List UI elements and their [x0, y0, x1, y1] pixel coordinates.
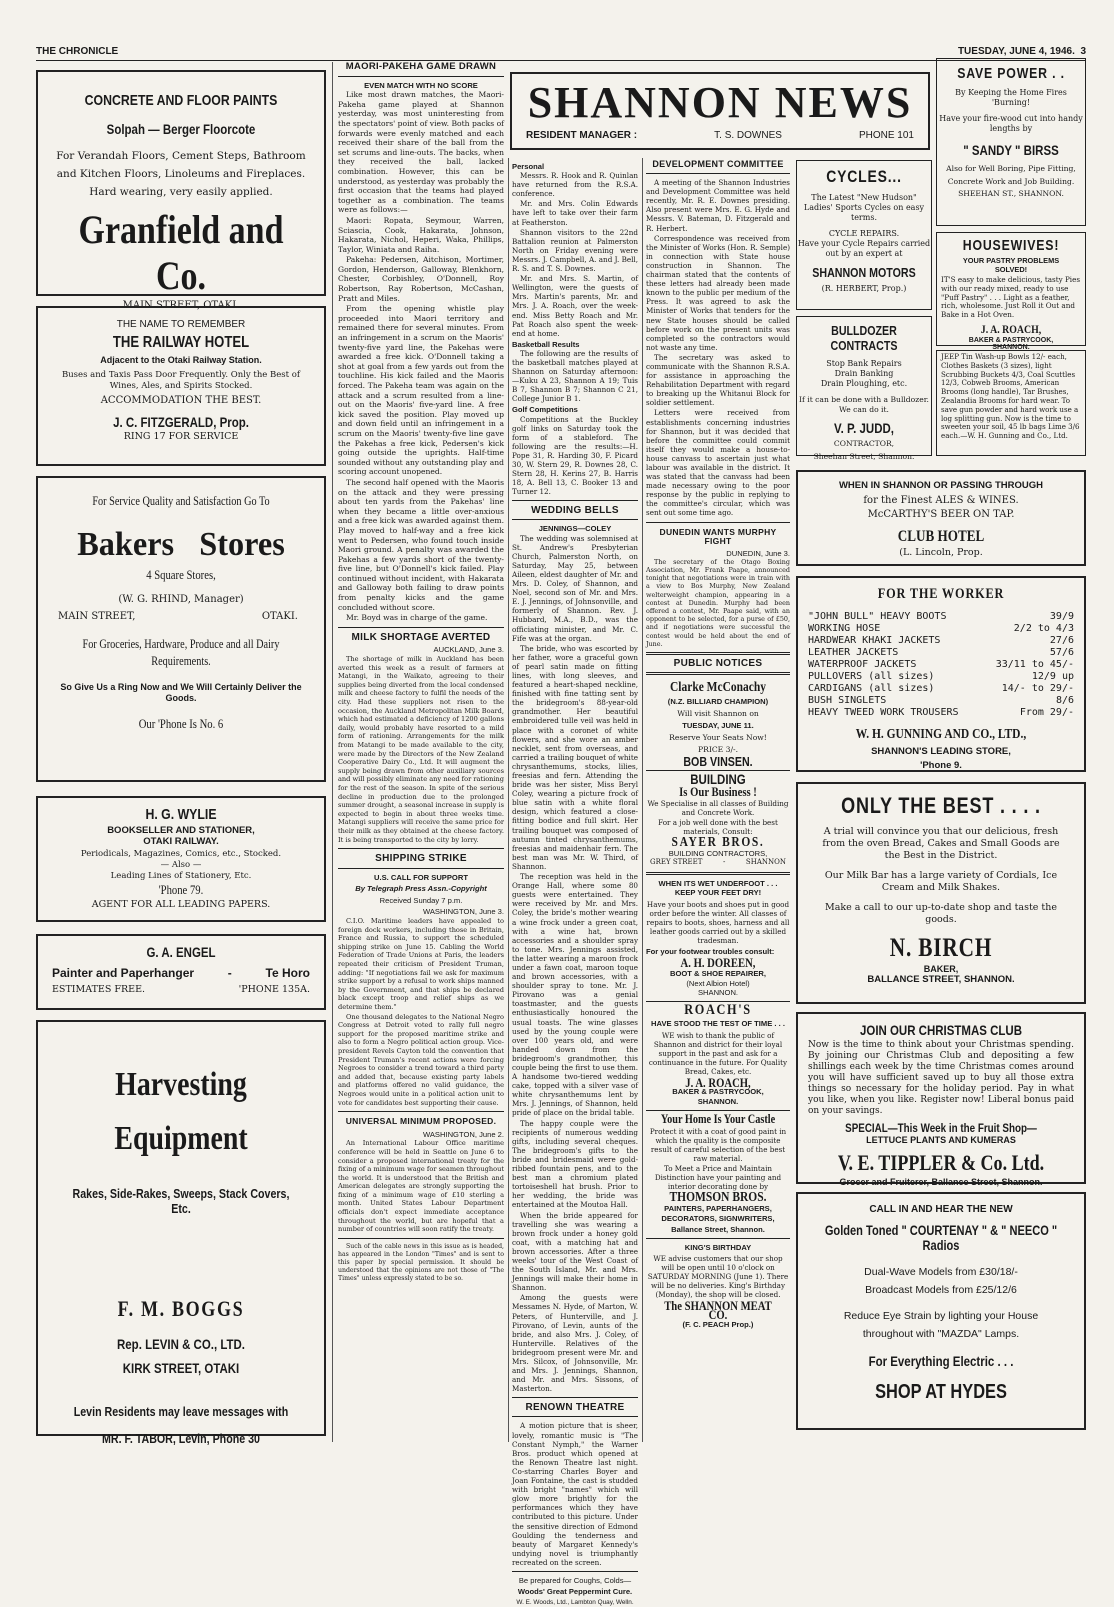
cycles-heading: CYCLES...: [826, 167, 902, 186]
birch-para-2: Our Milk Bar has a large variety of Cordials, Ice Cream and Milk Shakes.: [824, 870, 1058, 893]
meat-heading: KING'S BIRTHDAY: [684, 1242, 752, 1252]
boggs-ad: [36, 1020, 326, 1446]
rugby-para-1: Like most drawn matches, the Maori-Pakeha game played at Shannon yesterday, was most uninteresting from the spectators' point of view. Both packs of forwards were evenly matched and each received their share of the ball from the set scrums and line-outs. The backs, when they received the ball, lacked combination. However, this can be understood, as yesterday was probably the first occasion that the teams had played together as a combination. The teams were as follows:—: [338, 90, 504, 215]
meat-prop: (F. C. PEACH Prop.): [682, 1319, 754, 1329]
worker-price-row: [808, 683, 1074, 695]
news-column-2: [338, 62, 504, 1444]
wedding-para-5: When the bride appeared for travelling she was wearing a brown frock under a honey gold coat, with a matching hat and brown accessories. After a three weeks' tour of the West Coast of the South Island, Mr. and Mrs. Jennings will make their home in Shannon.: [512, 1210, 638, 1293]
mcconachy-contact: BOB VINSEN.: [683, 753, 753, 769]
wylie-name: H. G. WYLIE: [145, 806, 217, 823]
personal-para-2: Mr. and Mrs. Colin Edwards have left to take over their farm at Featherston.: [512, 199, 638, 227]
worker-item-name: PULLOVERS (all sizes): [808, 671, 935, 682]
worker-item-price: 12/9 up: [1031, 671, 1074, 682]
club-prop: (L. Lincoln, Prop.: [899, 547, 983, 558]
worker-item-price: 27/6: [1049, 635, 1074, 646]
golf-heading: Golf Competitions: [512, 405, 578, 415]
development-headline: DEVELOPMENT COMMITTEE: [652, 159, 784, 169]
birch-name: N. BIRCH: [889, 933, 993, 962]
housewives-name: J. A. ROACH,: [980, 321, 1042, 336]
rugby-para-6: Mr. Boyd was in charge of the game.: [346, 613, 488, 623]
worker-price-list: [808, 611, 1074, 719]
basketball-para: The following are the results of the basketball matches played at Shannon on Saturday afternoon:—Kuku A 23, Shannon A 19; Tuis B 7, Shannon B 7; Shannon C 21, College Junior B 1.: [512, 348, 638, 404]
boggs-heading-1: Harvesting: [115, 1066, 247, 1103]
development-para-4: Letters were received from establishments concerning industries for Shannon, but it was decided that before the committee could commit itself they would make a house-to-house canvass to ascertain just what labour was available in the district. It was stated that the canvass had been made necessary owing to the poor response by the public in replying to the committee's circular, which was sent out some time ago.: [646, 408, 790, 518]
club-line-2: for the Finest ALES & WINES.: [863, 495, 1019, 506]
birss-line-1: By Keeping the Home Fires 'Burning!: [955, 88, 1067, 107]
doreen-town: SHANNON.: [697, 987, 739, 997]
worker-item-name: WORKING HOSE: [808, 623, 881, 634]
bakers-phone: Our 'Phone Is No. 6: [138, 716, 224, 731]
wylie-agent: AGENT FOR ALL LEADING PAPERS.: [91, 899, 271, 910]
worker-heading: FOR THE WORKER: [877, 586, 1005, 602]
basketball-heading: Basketball Results: [512, 339, 580, 349]
club-hotel-ad: [796, 470, 1086, 566]
granfield-heading: CONCRETE AND FLOOR PAINTS: [84, 92, 278, 109]
worker-item-price: 2/2 to 4/3: [1013, 623, 1074, 634]
rugby-para-3: Pakeha: Pedersen, Aitchison, Mortimer, Gordon, Henderson, Galloway, Blenkhorn, Chester, Corbishley, O'Donnell, Roy Robertson, Ray Robertson, McCashan, Pratt and Miles.: [338, 255, 504, 303]
wylie-ad: [36, 796, 326, 922]
worker-item-name: CARDIGANS (all sizes): [808, 683, 935, 694]
roach-trade: BAKER & PASTRYCOOK,: [672, 1087, 764, 1097]
shannon-news-title: SHANNON NEWS: [527, 78, 913, 127]
birss-line-4: Concrete Work and Job Building.: [947, 176, 1075, 186]
worker-item-name: LEATHER JACKETS: [808, 647, 899, 658]
development-para-3: The secretary was asked to communicate with the Shannon R.S.A. for assistance in approaching the Rehabilitation Department with regard to breaking up the Whitanui Block for soldier settlement.: [646, 352, 790, 408]
issue-date: TUESDAY, JUNE 4, 1946.: [957, 46, 1075, 57]
birch-para-3: Make a call to our up-to-date shop and taste the goods.: [825, 902, 1057, 925]
worker-tagline: SHANNON'S LEADING STORE,: [871, 746, 1011, 757]
engel-town: Te Horo: [265, 966, 310, 980]
column-rule: [508, 158, 509, 1442]
sayer-street: GREY STREET: [650, 858, 703, 867]
wedding-subhead: JENNINGS—COLEY: [538, 524, 612, 534]
judd-street: Sheehan Street, Shannon.: [813, 451, 915, 461]
granfield-name: Granfield and Co.: [78, 207, 284, 298]
sayer-trade: BUILDING CONTRACTORS,: [668, 849, 768, 859]
milk-headline: MILK SHORTAGE AVERTED: [351, 631, 491, 643]
shipping-para-2: One thousand delegates to the National Negro Congress at Detroit voted to rally full negro support for the proposed maritime strike and also to form a Negro political action group. Vice-president Revels Cayton told the convention that President Truman's recent actions were forcing Negroes to consider a trend toward a third party and added that, because existing party labels and platforms offered no valid guidance, the Negroes would unite in a political action unit to vote for candidates best supporting their cause.: [338, 1012, 504, 1107]
housewives-heading: HOUSEWIVES!: [962, 237, 1060, 254]
hydes-ad: [796, 1192, 1086, 1430]
mcconachy-date: TUESDAY, JUNE 11.: [682, 721, 754, 731]
resident-manager-label: RESIDENT MANAGER :: [526, 130, 638, 141]
roach-heading: HAVE STOOD THE TEST OF TIME . . .: [651, 1018, 785, 1028]
wylie-place: OTAKI RAILWAY.: [143, 836, 219, 847]
development-para-2: Correspondence was received from the Minister of Works (Hon. R. Semple) in connection with State house construction in Shannon. The chairman stated that the contents of these letters had already been made known to the public per medium of the Press. It was agreed to ask the Minister of Works that tenders for the new State houses should be called before work on the present units was completed so the contractors would not waste any time.: [646, 233, 790, 352]
news-column-4: [646, 160, 790, 1444]
railway-line-2: Wines, Ales, and Spirits Stocked.: [109, 381, 253, 391]
development-para-1: A meeting of the Shannon Industries and Development Committee was held recently, Mr. R. E. Downes presiding. Also present were Mrs. E. G. Hyde and Messrs. V. Bateman, D. Fitzgerald and R. Herbert.: [646, 178, 790, 233]
bakers-ring: So Give Us a Ring Now and We Will Certainly Deliver the Goods.: [60, 682, 302, 703]
tippler-name: V. E. TIPPLER & Co. Ltd.: [837, 1150, 1045, 1175]
sayer-town: SHANNON: [745, 858, 786, 867]
worker-price-row: [808, 671, 1074, 683]
doreen-notice: [646, 879, 790, 997]
shipping-dateline: WASHINGTON, June 3.: [422, 907, 504, 917]
rugby-para-2: Maori: Ropata, Seymour, Warren, Sciascia, Cook, Hakarata, Johnson, Hakarata, Nichol, Heperi, Waka, Phillips, Taylor, Winiata and Raiha.: [338, 215, 504, 254]
worker-price-row: [808, 647, 1074, 659]
birch-heading: ONLY THE BEST . . . .: [841, 793, 1041, 818]
bakers-name: Bakers Stores: [77, 526, 285, 563]
doreen-name: A. H. DOREEN,: [680, 955, 756, 971]
hydes-line-3: Reduce Eye Strain by lighting your House: [843, 1310, 1039, 1322]
murphy-dateline: DUNEDIN, June 3.: [726, 548, 790, 558]
rugby-para-5: The second half opened with the Maoris on the attack and they were pressing about ten yards from the Pakehas' line when they became a little over-anxious and a free kick was awarded against them. Play moved to half-way and a free kick went to Pedersen, who found touch inside Maori ground. A penalty was awarded the Pakehas a few yards short of the twenty-five line, but O'Donnell's kick failed. Play continued without incident, with Hakarata and Galloway both failing to draw points from penalty kicks and the game concluded without score.: [338, 477, 504, 612]
personal-heading: Personal: [512, 162, 545, 171]
cycles-ad: [796, 160, 932, 310]
meat-para: WE advise customers that our shop will be open until 10 o'clock on SATURDAY MORNING (June 1). There will be no deliveries. King's Birthday (Monday), the shop will be closed.: [647, 1253, 789, 1300]
woods-line-1: Be prepared for Coughs, Colds—: [518, 1575, 632, 1585]
times-note: Such of the cable news in this issue as is headed, has appeared in the London "Times" and is sent to this paper by special permission. It should be understood that the opinions are not those of "The Times" unless expressly stated to be so.: [338, 1242, 504, 1282]
boggs-tabor: MR. F. TABOR, Levin, Phone 30: [102, 1431, 260, 1446]
hydes-line-5: For Everything Electric . . .: [868, 1353, 1014, 1369]
hydes-line-1: Dual-Wave Models from £30/18/-: [864, 1266, 1018, 1278]
mcconachy-notice: [646, 679, 790, 769]
wylie-phone: 'Phone 79.: [158, 882, 204, 897]
boggs-rep: Rep. LEVIN & CO., LTD.: [117, 1336, 245, 1352]
meat-name: The SHANNON MEAT CO.: [664, 1298, 772, 1323]
paper-name: THE CHRONICLE: [36, 46, 119, 57]
judd-name: V. P. JUDD,: [834, 420, 894, 437]
hydes-line-2: Broadcast Models from £25/12/6: [865, 1284, 1017, 1296]
tippler-special: SPECIAL—This Week in the Fruit Shop—: [845, 1121, 1037, 1135]
granfield-address: MAIN STREET, OTAKI.: [122, 300, 240, 311]
meat-co-notice: [646, 1243, 790, 1329]
mcconachy-seats: Reserve Your Seats Now!: [669, 733, 767, 743]
bakers-groceries: For Groceries, Hardware, Produce and all Dairy Requirements.: [82, 637, 280, 668]
bakers-street: MAIN STREET,: [58, 611, 136, 622]
bulldozer-line-1: Stop Bank Repairs: [826, 359, 902, 368]
housewives-trade: BAKER & PASTRYCOOK,: [968, 336, 1054, 344]
murphy-headline: DUNEDIN WANTS MURPHY FIGHT: [659, 526, 777, 546]
theatre-para: A motion picture that is sheer, lovely, romantic music is "The Constant Nymph," the Warner Bros. product which opened at the Renown Theatre last night. Co-starring Charles Boyer and Joan Fontaine, the cast is studded with bright "names" which will glow more brightly for the performances which they have contributed to this picture. Under the sensitive direction of Edmond Goulding the tenderness and beauty of Margaret Kennedy's undying novel is triumphantly recreated on the screen.: [512, 1421, 638, 1567]
page-number: 3: [1080, 46, 1086, 57]
railway-name: THE RAILWAY HOTEL: [112, 334, 250, 351]
worker-item-price: 8/6: [1055, 695, 1074, 706]
doreen-heading-2: KEEP YOUR FEET DRY!: [674, 887, 762, 897]
worker-item-name: WATERPROOF JACKETS: [808, 659, 917, 670]
worker-price-row: [808, 707, 1074, 719]
shipping-byline: By Telegraph Press Assn.-Copyright: [355, 884, 487, 894]
roach-name: ROACH'S: [684, 1001, 752, 1018]
engel-name: G. A. ENGEL: [146, 944, 216, 960]
wedding-para-3: The reception was held in the Orange Hall, where some 80 guests were entertained. They were received by Mr. and Mrs. Coley, the bride's mother wearing a wine frock under a green coat, with a wine hat, brown accessories and a shoulder spray to tone. Mrs. Jennings assisted, the latter wearing a maroon frock under a fawn coat, maroon toque and brown accessories, with a shoulder spray to tone. Mr. J. Pirovano was a genial toastmaster, and the guests enthusiastically honoured the usual toasts. The wine glasses used by the young couple were over 100 years old, and were handed down from the bridegroom's grandmother, this couple being the first to use them. A handsome two-tiered wedding cake, topped with a silver vase of white chrysanthemums lent by Mrs. J. Jennings, of Shannon, held pride of place on the bridal table.: [512, 872, 638, 1118]
bakers-town: OTAKI.: [261, 611, 298, 622]
sayer-notice: [646, 770, 790, 868]
hydes-heading: CALL IN AND HEAR THE NEW: [869, 1204, 1013, 1215]
birch-street: BALLANCE STREET, SHANNON.: [867, 974, 1015, 985]
worker-item-name: "JOHN BULL" HEAVY BOOTS: [808, 611, 947, 622]
housewives-town: SHANNON.: [992, 343, 1030, 351]
resident-manager-name: T. S. DOWNES: [714, 130, 782, 141]
birch-ad: [796, 782, 1086, 1004]
wedding-para-4: The happy couple were the recipients of numerous wedding gifts, including several cheques. The bridegroom's gifts to the bride and bridesmaid were gold-ribbed fountain pens, and to the best man a chromium plated tortoiseshell hat brush. Prior to her wedding, the bride was entertained at the Moutoa Hall.: [512, 1118, 638, 1210]
shannon-news-header: [510, 72, 930, 150]
worker-item-price: 14/- to 29/-: [1001, 683, 1074, 694]
bulldozer-line-3: Drain Ploughing, etc.: [820, 379, 908, 388]
wedding-para-2: The bride, who was escorted by her father, wore a graceful gown of pearl satin made on fitting lines, with long sleeves, and featured a heart-shaped neckline, finished with fine tatting sent by the bridegroom's 88-year-old grandmother. Her beautiful embroidered tulle veil was held in place with a coronet of white flowers, and she wore an amber necklet, sent from overseas, and carried a trailing bouquet of white chrysanthemums, stocks, lilies, freesias and fern. Attending the bride was her sister, Miss Beryl Coley, wearing a picture frock of blue satin with a white floral design, which featured a close-fitting bodice and full skirt. Her trailing bouquet was composed of autumn tinted chrysanthemums, freesias and maidenhair fern. The best man was Mr. W. Third, of Shannon.: [512, 643, 638, 871]
worker-item-name: HARDWEAR KHAKI JACKETS: [808, 635, 941, 646]
wedding-para-1: The wedding was solemnised at St. Andrew's Presbyterian Church, Palmerston North, on Saturday, May 25, between Aileen, eldest daughter of Mr. and Mrs. D. Coley, of Shannon, and Noel, second son of Mr. and Mrs. E. J. Jennings, of Johnsonville, and formerly of Shannon. Rev. J. Hubbard, M.A., B.D., was the officiating minister, and Mr. C. Fife was at the organ.: [512, 533, 638, 643]
engel-dash: -: [227, 966, 232, 980]
boggs-items: Rakes, Side-Rakes, Sweeps, Stack Covers, Etc.: [72, 1186, 290, 1216]
engel-ad: [36, 934, 326, 1010]
cycles-line-2: Ladies' Sports Cycles on easy terms.: [803, 203, 925, 222]
housewives-sub-2: SOLVED!: [994, 265, 1028, 274]
column-rule: [332, 62, 333, 1442]
birch-trade: BAKER,: [923, 964, 959, 974]
sayer-name: SAYER BROS.: [671, 835, 765, 851]
wedding-headline: WEDDING BELLS: [531, 505, 619, 517]
rugby-para-4: From the opening whistle play proceeded into Maori territory and remained there for several minutes. From an infringement in a scrum on the Maoris' twenty-five yard line, the Pakehas were awarded a free kick. O'Donnell taking a shot at goal from a few yards out from the touchline. His kick failed and the Maoris forced. The Pakeha team was again on the attack and a scrum resulted from a line-out on the Maoris' five-yard line. A free kick saved the position. Play moved up and down field until an infringement in a scrum on the Maoris' twenty-five line gave the Pakehas a free kick, Pedersen's kick going outside the uprights. Half-time sounded without any outstanding play and scoring account unopened.: [338, 304, 504, 477]
mcconachy-name: Clarke McConachy: [670, 680, 766, 696]
bakers-sub: 4 Square Stores,: [146, 567, 216, 582]
hydes-line-4: throughout with "MAZDA" Lamps.: [862, 1328, 1020, 1340]
bulldozer-line-4: If it can be done with a Bulldozer. We can do it.: [799, 395, 929, 414]
doreen-address: (Next Albion Hotel): [686, 978, 750, 988]
club-line-1: WHEN IN SHANNON OR PASSING THROUGH: [838, 480, 1044, 491]
sayer-para-1: We Specialise in all classes of Building and Concrete Work.: [647, 798, 789, 818]
wedding-para-6: Among the guests were Messames N. Hyde, of Marton, W. Peters, of Hunterville, and J. Pirovano, of Levin, aunts of the bride, and also Mrs. J. Coley, of Hunterville. Relatives of the bridegroom present were Mr. and Mrs. Silcox, of Johnsonville, Mr. and Mrs. J. Jennings, Shannon, and Mr. and Mrs. Sissons, of Masterton.: [512, 1293, 638, 1394]
worker-item-price: 57/6: [1049, 647, 1074, 658]
cycles-line-3: CYCLE REPAIRS.: [828, 229, 900, 238]
hydes-radios: Golden Toned " COURTENAY " & " NEECO " Radios: [824, 1223, 1058, 1253]
shipping-received: Received Sunday 7 p.m.: [379, 895, 463, 905]
birss-street: SHEEHAN ST., SHANNON.: [958, 189, 1064, 199]
roach-notice: [646, 1001, 790, 1106]
bulldozer-heading: BULLDOZER CONTRACTS: [830, 323, 898, 353]
thomson-heading: Your Home Is Your Castle: [660, 1111, 776, 1126]
cycles-line-1: The Latest "New Hudson": [811, 193, 917, 202]
doreen-consult: For your footwear troubles consult:: [646, 947, 775, 957]
thomson-name: THOMSON BROS.: [669, 1190, 767, 1206]
worker-phone: 'Phone 9.: [920, 760, 962, 771]
granfield-body-3: Hard wearing, very easily applied.: [89, 186, 273, 198]
boggs-heading-2: Equipment: [114, 1120, 248, 1157]
railway-line-3: ACCOMMODATION THE BEST.: [100, 395, 262, 406]
worker-item-price: 33/11 to 45/-: [995, 659, 1074, 670]
worker-item-name: HEAVY TWEED WORK TROUSERS: [808, 707, 959, 718]
boggs-name: F. M. BOGGS: [117, 1296, 245, 1321]
worker-price-row: [808, 611, 1074, 623]
engel-estimates: ESTIMATES FREE.: [52, 984, 146, 995]
boggs-levin: Levin Residents may leave messages with: [73, 1404, 289, 1419]
railway-intro: THE NAME TO REMEMBER: [116, 319, 246, 330]
shannon-phone: PHONE 101: [858, 130, 914, 141]
rugby-subhead: EVEN MATCH WITH NO SCORE: [364, 80, 478, 90]
shannon-motors-name: SHANNON MOTORS: [812, 265, 916, 280]
hydes-name: SHOP AT HYDES: [875, 1381, 1007, 1403]
thomson-notice: [646, 1111, 790, 1234]
theatre-headline: RENOWN THEATRE: [525, 1402, 625, 1414]
wylie-line-2: — Also —: [160, 860, 202, 870]
gunning-small-ad: [936, 350, 1086, 456]
tippler-para: Now is the time to think about your Christmas spending. By joining our Christmas Club and depositing a few shillings each week by the time Christmas comes around you will have sufficient saved up to buy all those extra things so necessary for the holiday period. Pay in what you like, when you like. Register now! Liberal bonus paid on your savings.: [808, 1040, 1074, 1116]
roach-para: WE wish to thank the public of Shannon and district for their loyal support in the past and ask for a continuance in the future. For Quality Bread, Cakes, etc.: [648, 1030, 788, 1077]
judd-trade: CONTRACTOR,: [833, 439, 895, 449]
granfield-products: Solpah — Berger Floorcote: [106, 121, 256, 137]
railway-prop: J. C. FITZGERALD, Prop.: [113, 414, 249, 430]
running-head: [36, 46, 1086, 61]
engel-trade: Painter and Paperhanger: [52, 966, 195, 980]
wylie-line-1: Periodicals, Magazines, Comics, etc., Stocked.: [80, 849, 282, 859]
thomson-para-1: Protect it with a coat of good paint in which the quality is the composite result of careful selection of the best raw material.: [649, 1126, 787, 1164]
mcconachy-visit: Will visit Shannon on: [677, 709, 759, 719]
thomson-street: Ballance Street, Shannon.: [671, 1224, 765, 1234]
roach-signature: J. A. ROACH,: [685, 1075, 751, 1091]
doreen-trade: BOOT & SHOE REPAIRER,: [669, 969, 767, 979]
birss-line-3: Also for Well Boring, Pipe Fitting,: [946, 164, 1076, 173]
granfield-ad: [36, 70, 326, 311]
mcconachy-prices: PRICE 3/-.: [698, 744, 738, 754]
bulldozer-ad: [796, 316, 932, 461]
personal-para-3: Shannon visitors to the 22nd Battalion reunion at Palmerston North on Friday evening were Messrs. J. Campbell, A. and J. Bell, R. S. and T. S. Downes.: [512, 227, 638, 274]
bulldozer-line-2: Drain Banking: [834, 369, 894, 378]
worker-item-name: BUSH SINGLETS: [808, 695, 887, 706]
birss-line-2: Have your fire-wood cut into handy lengths by: [939, 114, 1083, 133]
club-name: CLUB HOTEL: [897, 528, 985, 545]
wylie-trade: BOOKSELLER AND STATIONER,: [107, 825, 255, 836]
club-line-3: McCARTHY'S BEER ON TAP.: [867, 509, 1015, 520]
granfield-body-2: and Kitchen Floors, Linoleums and Fireplaces.: [56, 168, 306, 180]
railway-hotel-ad: [36, 306, 326, 466]
golf-para: Competitions at the Buckley golf links on Saturday took the form of a stableford. The following are the results:—H. Pope 31, R. Harding 30, F. Picard 30, W. Stern 29, R. Downes 28, C. Stern 28, H. Kerins 27, B. Harris 18, A. Bell 13, C. Booker 13 and Turner 12.: [512, 414, 638, 497]
news-column-3: [512, 162, 638, 1607]
sayer-para-2: For a job well done with the best materials, Consult:: [658, 818, 778, 837]
birss-ad: [936, 58, 1086, 226]
personal-para-4: Mr. and Mrs. S. Martin, of Wellington, were the guests of Mrs. Martin's parents, Mr. and Mrs. J. A. Roach, over the week-end. Miss Betty Roach and Mr. Pat Roach also spent the week-end at home.: [512, 274, 638, 338]
worker-item-price: 39/9: [1049, 611, 1074, 622]
bakers-stores-ad: [36, 476, 326, 782]
wage-para-1: An International Labour Office maritime conference will be held in Seattle on June 6 to consider a proposed international treaty for the fixing of a minimum wage for seamen throughout the world. It is understood that the British and American delegates are strongly supporting the fixing of a minimum wage of £10 sterling a month. United States Labour Department officials don't expect immediate acceptance throughout the world, but are hopeful that a number of countries will soon ratify the treaty.: [338, 1139, 504, 1234]
housewives-para: IT'S easy to make delicious, tasty Pies with our ready mixed, ready to use "Puff Pastry" . . . Light as a feather, rich, wholesome. Just Roll it Out and Bake in a Hot Oven.: [941, 275, 1081, 320]
worker-price-row: [808, 695, 1074, 707]
worker-item-price: From 29/-: [1019, 707, 1074, 718]
thomson-trade: PAINTERS, PAPERHANGERS, DECORATORS, SIGNWRITERS,: [661, 1204, 775, 1223]
column-rule: [642, 158, 643, 1442]
cycles-line-4: Have your Cycle Repairs carried out by an expert at: [797, 239, 931, 258]
housewives-sub-1: YOUR PASTRY PROBLEMS: [962, 256, 1060, 265]
tippler-heading: JOIN OUR CHRISTMAS CLUB: [859, 1022, 1023, 1038]
railway-line-1: Buses and Taxis Pass Door Frequently. Only the Best of: [61, 370, 301, 380]
sayer-dash: -: [723, 858, 726, 867]
woods-line-2: Woods' Great Peppermint Cure.: [517, 1587, 633, 1597]
for-the-worker-ad: [796, 576, 1086, 772]
birss-name: " SANDY " BIRSS: [963, 142, 1059, 158]
shipping-para-1: C.I.O. Maritime leaders have appealed to foreign dock workers, including those in Britain, France and Russia, to support the scheduled shipping strike on June 15. Cabling the World Federation of Trade Unions at Paris, the leaders repeated their criticism of President Truman, adding: "If negotiations fail we ask for maximum strike support by a refusal to work ships manned by the Government, and that ships be declared black except troop and relief ships as we determine them.": [338, 917, 504, 1011]
worker-price-row: [808, 623, 1074, 635]
shipping-headline: SHIPPING STRIKE: [375, 853, 467, 865]
wylie-line-3: Leading Lines of Stationery, Etc.: [110, 871, 252, 881]
milk-dateline: AUCKLAND, June 3.: [433, 645, 504, 655]
roach-town: SHANNON.: [697, 1096, 739, 1106]
housewives-ad: [936, 232, 1086, 351]
shannon-motors-prop: (R. HERBERT, Prop.): [821, 284, 907, 293]
sayer-heading-2: Is Our Business !: [679, 783, 757, 799]
worker-price-row: [808, 659, 1074, 671]
railway-tag: Adjacent to the Otaki Railway Station.: [100, 355, 262, 365]
birss-heading: SAVE POWER . .: [957, 65, 1065, 82]
sayer-heading-1: BUILDING: [690, 770, 746, 787]
doreen-para: Have your boots and shoes put in good order before the winter. All classes of repairs to boots, shoes, harness and all leather goods carried out by a skilled tradesman.: [646, 899, 790, 946]
gunning-small-para: JEEP Tin Wash-up Bowls 12/- each, Clothes Baskets (3 sizes), light Scrubbing Buckets 4/3, Coal Scuttles 12/3, Cobweb Brooms, American Brooms (long handle), Tar Brushes, Zealandia Brooms for hard wear. To save gun powder and hard work use a log splitting gun. Now is the time to sweeten your soil, 45 lb bags Lime 3/6 each.—W. H. Gunning and Co., Ltd.: [941, 352, 1080, 441]
rugby-headline: MAORI-PAKEHA GAME DRAWN: [345, 61, 497, 72]
worker-price-row: [808, 635, 1074, 647]
thomson-para-2: To Meet a Price and Maintain Distinction have your painting and interior decorating done by: [654, 1164, 782, 1192]
worker-store-name: W. H. GUNNING AND CO., LTD.,: [855, 727, 1027, 742]
woods-line-3: W. E. Woods, Ltd., Lambton Quay, Welln.: [516, 1599, 634, 1607]
mcconachy-title: (N.Z. BILLIARD CHAMPION): [667, 697, 769, 707]
doreen-heading-1: WHEN ITS WET UNDERFOOT . . .: [658, 878, 778, 888]
bakers-intro: For Service Quality and Satisfaction Go To: [92, 494, 270, 508]
wage-dateline: WASHINGTON, June 2.: [422, 1129, 504, 1139]
tippler-lettuce: LETTUCE PLANTS AND KUMERAS: [866, 1135, 1016, 1145]
engel-phone: 'PHONE 135A.: [238, 984, 310, 995]
boggs-street: KIRK STREET, OTAKI: [122, 1360, 240, 1376]
tippler-trade: Grocer and Fruiterer, Ballance Street, Shannon.: [839, 1177, 1043, 1187]
murphy-para: The secretary of the Otago Boxing Association, Mr. Frank Paape, announced tonight that negotiations were in train with a view to Bos Murphy, New Zealand welterweight champion, appearing in a contest at Dunedin. Murphy had been offered a contest, Mr. Paape said, with an opponent to be selected, for a purse of £50, and if negotiations were successful the contest would be held about the end of June.: [646, 557, 790, 648]
personal-para-1: Messrs. R. Hook and R. Quinlan have returned from the R.S.A. conference.: [512, 171, 638, 199]
tippler-ad: [796, 1012, 1086, 1187]
railway-phone: RING 17 FOR SERVICE: [123, 431, 239, 442]
shipping-subhead: U.S. CALL FOR SUPPORT: [374, 872, 468, 882]
wage-headline: UNIVERSAL MINIMUM PROPOSED.: [345, 1116, 497, 1127]
granfield-body-1: For Verandah Floors, Cement Steps, Bathroom: [56, 150, 306, 162]
milk-para-1: The shortage of milk in Auckland has been averted this week as a result of farmers at Matangi, in the Waikato, agreeing to their supplies being diverted from the local condensed milk and cheese factory to fulfil the needs of the city. Had these suppliers not risen to the occasion, the Auckland Metropolitan Milk Board, which had estimated a deficiency of 1200 gallons daily, would probably have resorted to a mild form of rationing. Arrangements for the milk from Matangi to be made available to the city, were made by the Directors of the New Zealand Cooperative Dairy Co., Ltd. It will augment the supply being drawn from other auxiliary sources and will possibly eliminate any need for rationing for the rest of the season. In spite of the serious decline in production due to the prolonged summer drought, a seasonal increase in supply is expected to begin in about three weeks time. Matangi suppliers will receive the same price for their milk as they obtained at the cheese factory. It is being transported to the city by lorry.: [338, 655, 504, 844]
bakers-manager: (W. G. RHIND, Manager): [118, 594, 244, 605]
birch-para-1: A trial will convince you that our delicious, fresh from the oven Bread, Cakes and Small Goods are the Best in the District.: [822, 826, 1060, 861]
public-notices-heading: PUBLIC NOTICES: [673, 658, 763, 670]
